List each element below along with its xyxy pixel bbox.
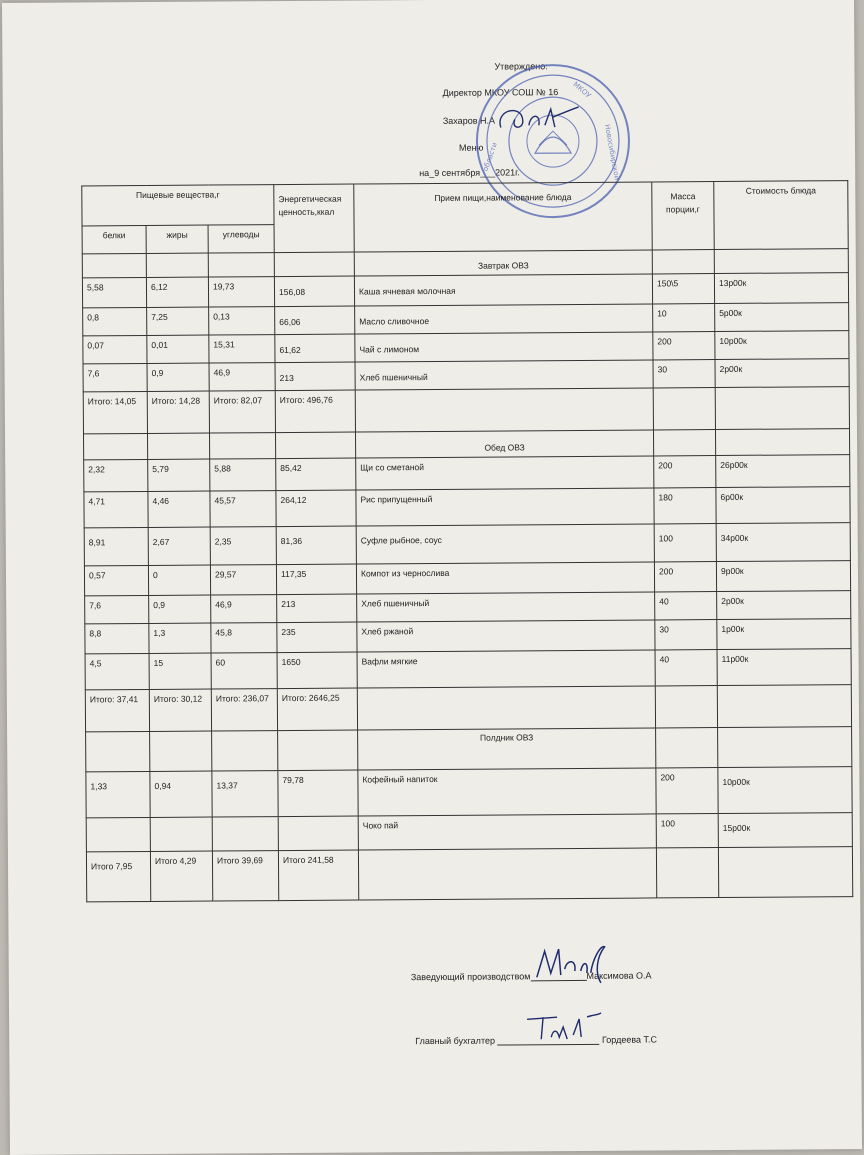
table-cell: Итого: 82,07 [209, 391, 275, 433]
table-cell [278, 816, 358, 851]
table-cell: 5р00к [715, 303, 849, 332]
table-cell: Итого: 14,05 [83, 391, 147, 433]
table-cell: 1650 [277, 652, 357, 689]
table-cell: 2р00к [715, 359, 849, 388]
table-cell [274, 252, 354, 277]
table-cell: 8,8 [85, 623, 149, 653]
table-cell: 0,9 [149, 595, 211, 623]
svg-text:МКОУ: МКОУ [571, 80, 593, 100]
table-cell [82, 253, 146, 277]
table-cell: 100 [654, 524, 716, 562]
table-cell: 7,25 [147, 307, 209, 335]
table-cell: 100 [656, 814, 718, 848]
table-cell [655, 686, 717, 728]
table-cell: Щи со сметаной [356, 456, 654, 490]
production-head-signature [531, 943, 611, 988]
table-cell: 117,35 [276, 564, 356, 595]
table-cell: Хлеб пшеничный [357, 592, 655, 622]
table-cell: 2,32 [84, 459, 148, 491]
header-energy: Энергетическая ценность,ккал [274, 184, 354, 253]
table-cell: 40 [655, 592, 717, 620]
menu-date: на_9 сентября___2021г. [419, 167, 520, 179]
total-row [85, 685, 851, 732]
header-carbs: углеводы [208, 225, 274, 253]
header-meal: Прием пищи,наименование блюда [354, 182, 652, 252]
table-cell: 2р00к [717, 591, 851, 620]
table-cell: 15,31 [209, 335, 275, 363]
table-cell: 1,33 [86, 771, 150, 817]
table-cell: Масло сливочное [355, 304, 653, 334]
table-cell: 7,6 [83, 363, 147, 391]
table-cell: 150\5 [652, 274, 714, 304]
table-cell [652, 250, 714, 274]
table-cell: Итого 241,58 [278, 850, 358, 901]
table-cell: Итого: 2646,25 [277, 688, 357, 731]
table-cell: Итого: 14,28 [147, 391, 209, 433]
table-cell: 4,5 [85, 653, 149, 689]
table-cell: 6,12 [146, 277, 208, 307]
table-cell: 10р00к [715, 331, 849, 360]
table-cell [715, 429, 849, 456]
header-proteins: белки [82, 225, 146, 253]
table-cell [715, 387, 849, 430]
table-cell: 2,67 [148, 527, 210, 565]
table-cell: 0,01 [147, 335, 209, 363]
table-cell: Итого: 37,41 [85, 689, 149, 731]
table-cell: Каша ячневая молочная [354, 274, 652, 306]
table-cell [86, 731, 150, 771]
table-cell: 30 [653, 360, 715, 388]
table-cell: 4,46 [148, 491, 210, 527]
table-cell: 8,91 [84, 527, 148, 565]
table-cell: Рис припущенный [356, 488, 654, 526]
table-cell [358, 848, 656, 900]
table-cell [714, 249, 848, 274]
approved-label: Утверждено: [494, 61, 548, 72]
table-cell: 15 [149, 653, 211, 689]
table-cell: 15р00к [718, 813, 852, 848]
table-cell: 5,58 [82, 277, 146, 307]
table-cell: 200 [653, 332, 715, 360]
table-cell [656, 728, 718, 768]
table-cell: 200 [654, 562, 716, 592]
table-row [86, 813, 852, 852]
table-cell: 11р00к [717, 649, 851, 686]
table-cell [718, 847, 852, 898]
table-cell: 0,8 [83, 307, 147, 335]
table-cell [355, 388, 653, 432]
table-cell: 9р00к [716, 561, 850, 592]
table-cell [212, 817, 278, 851]
table-cell [146, 253, 208, 277]
document-page [2, 0, 862, 1155]
header-fats: жиры [146, 225, 208, 253]
table-cell: 10 [653, 304, 715, 332]
table-cell [654, 430, 716, 456]
accountant-label: Главный бухгалтер [415, 1035, 495, 1047]
table-cell: 1р00к [717, 619, 851, 650]
director-name: Захаров Н.А [442, 115, 496, 126]
svg-text:Новосибирской: Новосибирской [602, 123, 621, 181]
table-cell [717, 685, 851, 728]
table-cell: 45,57 [210, 491, 276, 527]
table-cell: 0,57 [84, 565, 148, 595]
table-cell: 1,3 [149, 623, 211, 653]
table-cell: Кофейный напиток [358, 768, 656, 816]
production-head-name: Максимова О.А [586, 970, 652, 981]
table-cell: Хлеб ржаной [357, 620, 655, 652]
table-cell [656, 848, 718, 898]
table-cell [83, 433, 147, 459]
table-cell: 7,6 [85, 595, 149, 623]
table-cell: Хлеб пшеничный [355, 360, 653, 390]
table-cell: 46,9 [211, 595, 277, 623]
table-cell: 40 [655, 650, 717, 686]
menu-title: Меню [458, 142, 484, 153]
table-cell: 29,57 [210, 565, 276, 595]
table-cell: 0,9 [147, 363, 209, 391]
table-cell: Итого: 496,76 [275, 390, 355, 433]
table-cell: 0,94 [150, 771, 212, 817]
table-cell: 61,62 [275, 334, 355, 363]
table-cell: 81,36 [276, 526, 356, 565]
table-cell: Вафли мягкие [357, 650, 655, 688]
table-row [86, 767, 852, 818]
table-cell: Итого 4,29 [150, 851, 212, 901]
table-row [84, 455, 850, 492]
table-row [84, 523, 850, 566]
table-cell: 13,37 [212, 771, 278, 817]
total-row [83, 387, 849, 434]
table-cell: 30 [655, 620, 717, 650]
table-cell: 6р00к [716, 487, 850, 524]
table-cell [208, 253, 274, 277]
table-cell: 0 [148, 565, 210, 595]
table-cell: Чоко пай [358, 814, 656, 850]
table-cell: 5,88 [210, 459, 276, 491]
table-cell [278, 730, 358, 771]
table-cell [150, 817, 212, 851]
table-cell: 66,06 [275, 306, 355, 335]
table-cell: 60 [211, 653, 277, 689]
production-head-label: Заведующий производством [410, 971, 531, 983]
table-cell: Итого 39,69 [212, 851, 278, 901]
table-cell [718, 727, 852, 768]
table-cell: 200 [654, 456, 716, 488]
table-cell: 26р00к [716, 455, 850, 488]
table-cell [653, 388, 715, 430]
section-title: Обед ОВЗ [356, 430, 654, 458]
table-cell: 79,78 [278, 770, 358, 817]
table-cell: 0,07 [83, 335, 147, 363]
table-cell: 34р00к [716, 523, 850, 562]
director-title: Директор МКОУ СОШ № 16 [442, 87, 559, 98]
table-cell: 5,79 [148, 459, 210, 491]
table-cell: 213 [275, 362, 355, 391]
table-cell: 156,08 [274, 276, 354, 307]
table-cell: 46,9 [209, 363, 275, 391]
table-row [84, 487, 850, 528]
table-cell [147, 433, 209, 459]
table-cell [212, 731, 278, 771]
table-cell: Итого 7,95 [86, 851, 150, 901]
header-weight: Масса порции,г [652, 182, 714, 250]
director-signature [493, 99, 583, 140]
table-cell: 200 [656, 768, 718, 814]
table-row [85, 649, 851, 690]
svg-text:области: области [481, 141, 500, 173]
table-cell: 180 [654, 488, 716, 524]
table-cell: 85,42 [276, 458, 356, 491]
header-nutrients: Пищевые вещества,г [82, 185, 274, 226]
table-cell: 10р00к [718, 767, 852, 814]
accountant-signature [523, 1011, 603, 1046]
table-cell: 235 [277, 622, 357, 653]
table-cell: 19,73 [208, 277, 274, 307]
table-cell [276, 432, 356, 459]
table-cell: 264,12 [276, 490, 356, 527]
table-cell: 2,35 [210, 527, 276, 565]
accountant-name: Гордеева Т.С [601, 1034, 658, 1045]
table-cell: 213 [277, 594, 357, 623]
total-row [86, 847, 852, 902]
table-cell [86, 817, 150, 851]
table-cell [150, 731, 212, 771]
table-cell [357, 686, 655, 730]
table-cell: Суфле рыбное, соус [356, 524, 654, 564]
table-cell: Итого: 30,12 [149, 689, 211, 731]
section-title: Завтрак ОВЗ [354, 250, 652, 276]
table-cell: Итого: 236,07 [211, 689, 277, 731]
menu-table [81, 180, 853, 902]
table-cell: 45,8 [211, 623, 277, 653]
section-title: Полдник ОВЗ [358, 728, 656, 770]
header-cost: Стоимость блюда [714, 181, 848, 250]
table-cell: Чай с лимоном [355, 332, 653, 362]
table-cell: Компот из чернослива [356, 562, 654, 594]
table-cell [209, 433, 275, 459]
table-cell: 0,13 [209, 307, 275, 335]
table-cell: 4,71 [84, 491, 148, 527]
table-cell: 13р00к [714, 273, 848, 304]
